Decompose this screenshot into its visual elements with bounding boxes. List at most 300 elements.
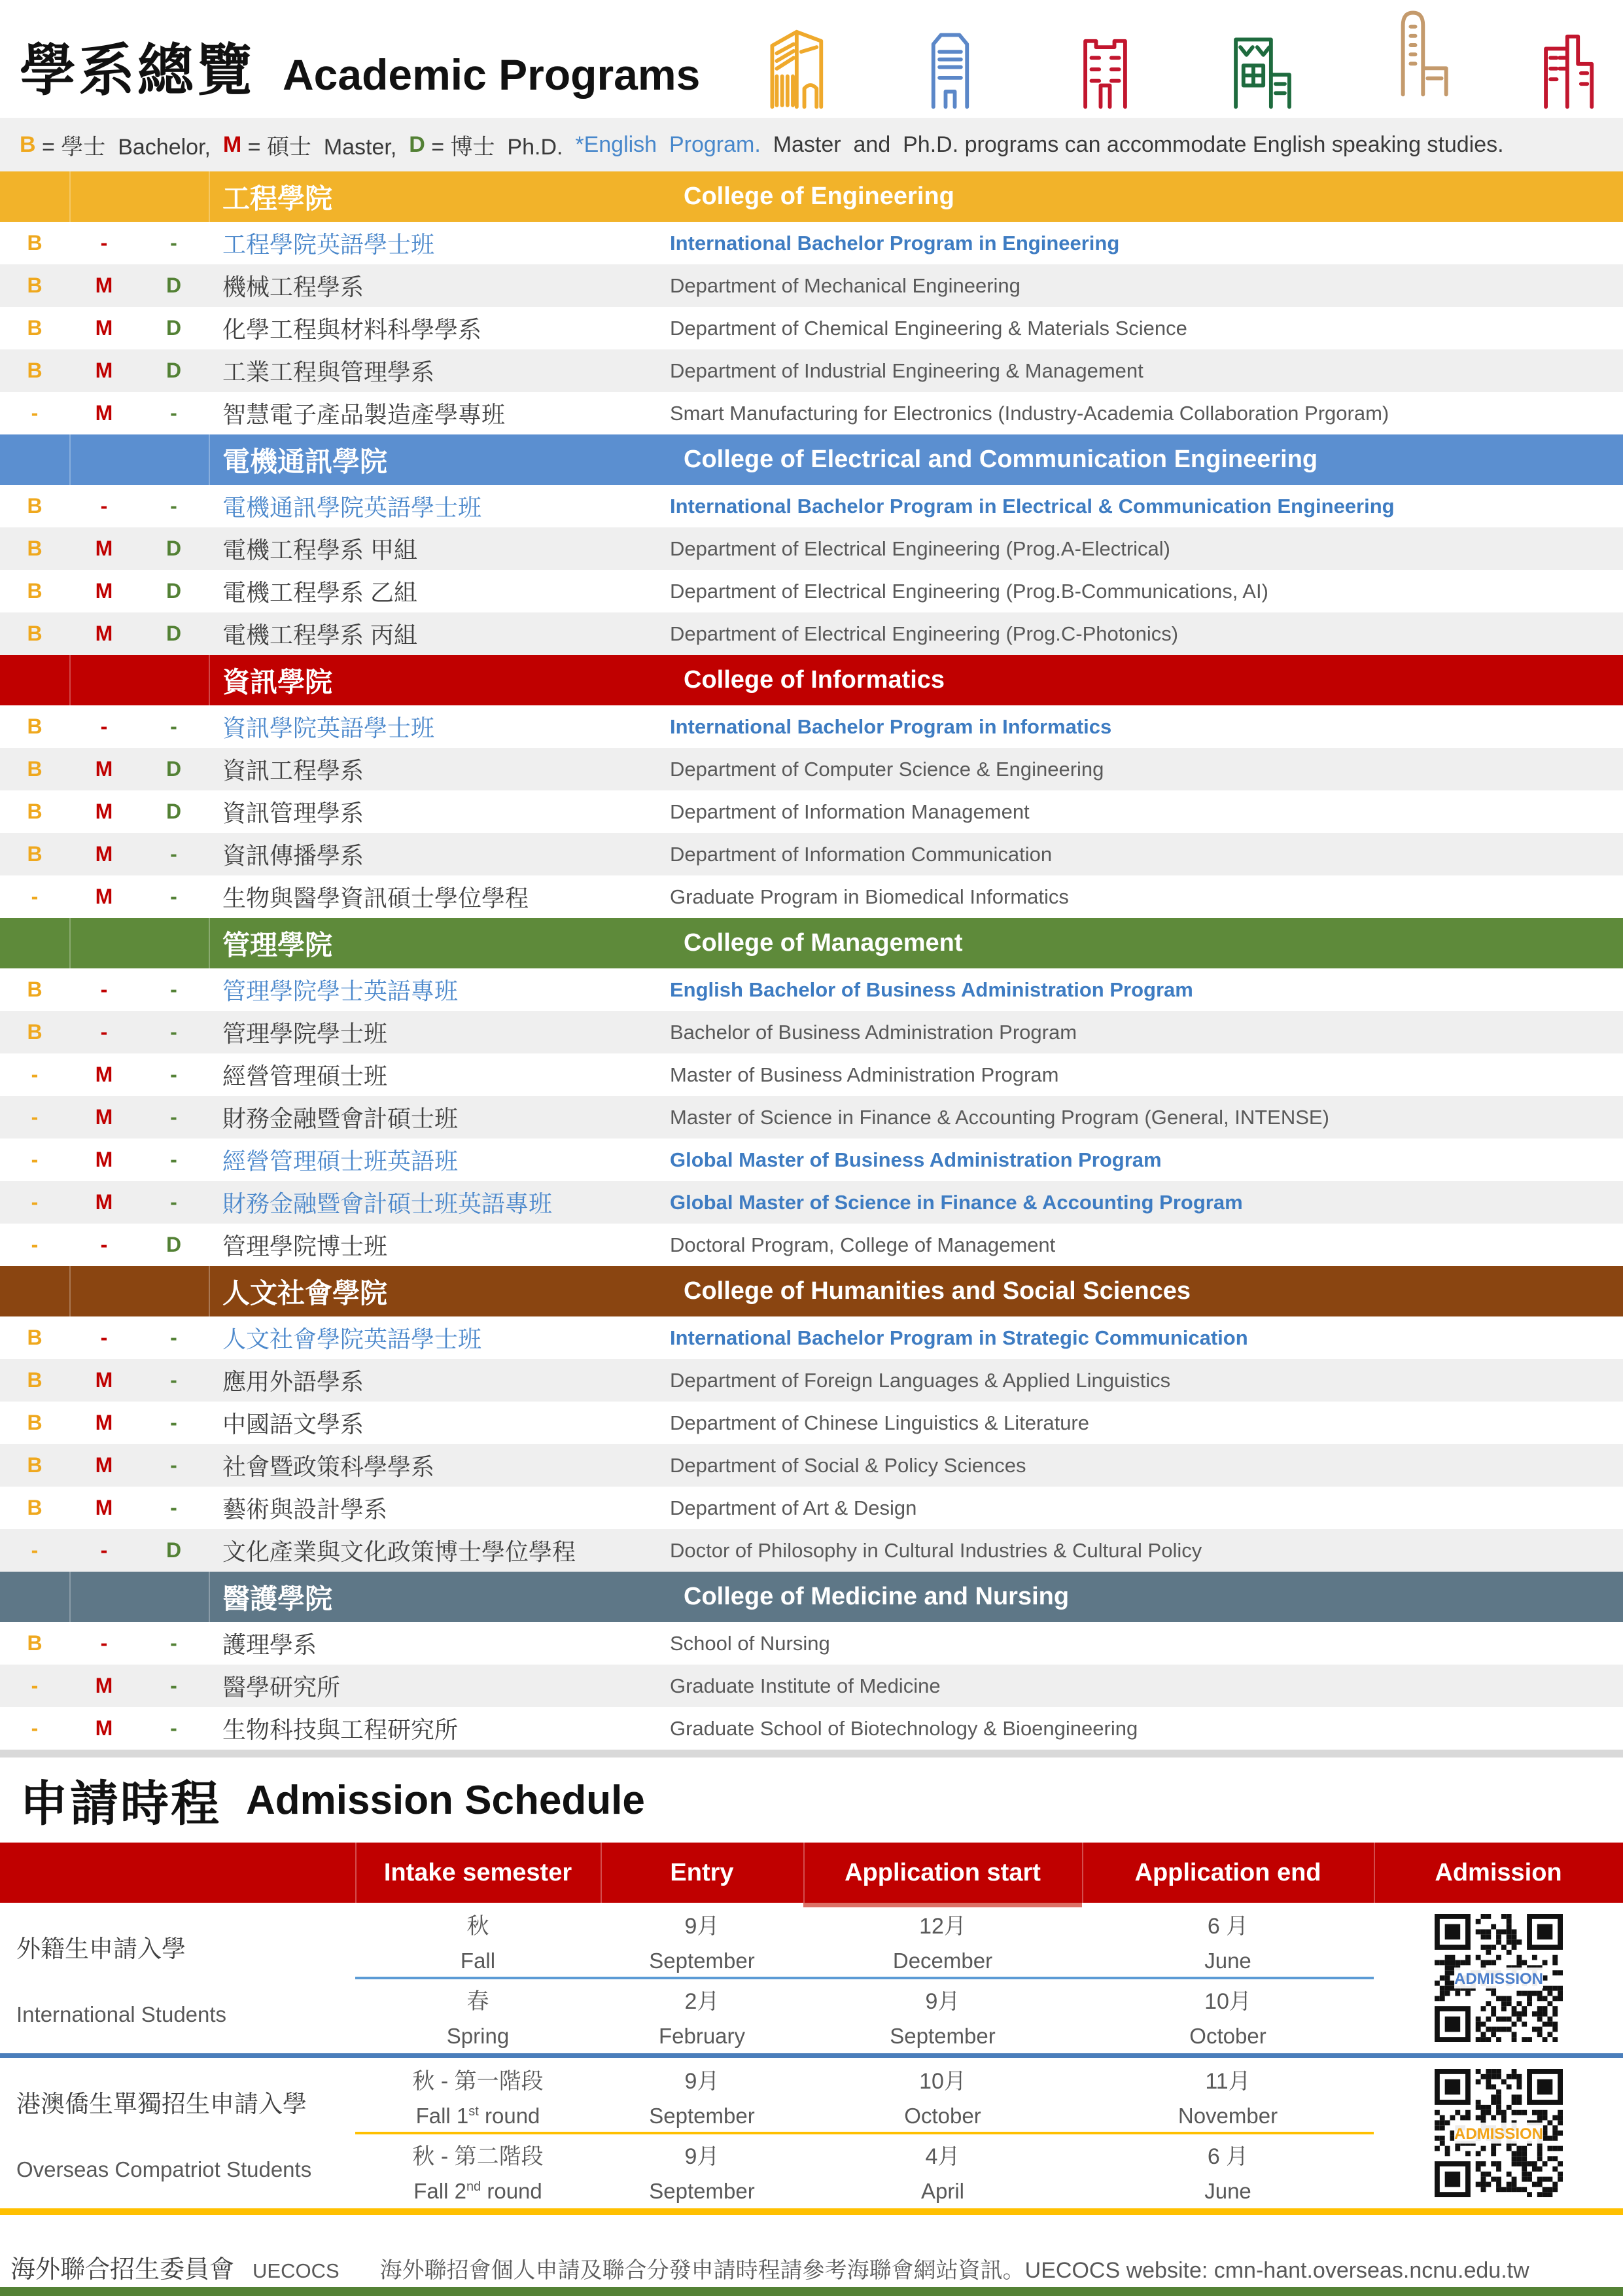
program-name-zh: 中國語文學系 [222,1411,364,1438]
program-name-en: English Bachelor of Business Administration Program [670,978,1193,1001]
row-divider-line [355,1977,1374,1979]
college-name-zh: 工程學院 [222,183,333,214]
program-row [0,1529,1623,1572]
cell-zh: 秋 - 第二階段 [412,2144,544,2169]
cell-zh: 11月 [1205,2068,1251,2094]
degree-bachelor: - [31,1233,39,1256]
legend-part: = 碩士 Master, [241,134,410,160]
college-name-zh: 管理學院 [222,929,333,961]
program-name-zh: 資訊管理學系 [222,800,364,826]
program-name-en: Master of Science in Finance & Accounting Program (General, INTENSE) [670,1105,1329,1129]
degree-phd: D [166,622,182,645]
cell-en: October [904,2103,981,2128]
program-row [0,748,1623,790]
degree-master: M [95,842,113,866]
college-name-zh: 人文社會學院 [222,1277,388,1309]
cell-zh: 秋 - 第一階段 [412,2068,544,2094]
program-name-en: Department of Mechanical Engineering [670,274,1021,297]
admission-group [0,1903,1623,2053]
program-row [0,1707,1623,1750]
cell-zh: 10月 [1204,1988,1251,2014]
degree-master: M [95,401,113,425]
degree-master: M [95,1716,113,1740]
program-row [0,705,1623,748]
application-end-cell [1082,2058,1374,2133]
legend-part: D [409,132,425,157]
degree-bachelor: B [27,1496,43,1519]
program-row [0,307,1623,349]
degree-bachelor: B [27,1368,43,1392]
program-row [0,1665,1623,1707]
program-name-zh: 管理學院博士班 [222,1233,388,1260]
header-column-separator [69,918,71,968]
footer-website-url[interactable]: UECOCS website: cmn-hant.overseas.ncnu.edu.tw [1024,2258,1529,2283]
header-column-separator [69,171,71,222]
degree-master: M [95,579,113,603]
cell-zh: 12月 [919,1913,966,1939]
header-column-separator [209,1266,210,1316]
program-name-zh: 藝術與設計學系 [222,1496,388,1523]
program-name-zh: 護理學系 [222,1631,317,1658]
program-row [0,349,1623,392]
program-row [0,222,1623,264]
footer-note: 海外聯招會個人申請及聯合分發申請時程請參考海聯會網站資訊。UECOCS website: cmn-hant.overseas.ncnu.edu.tw [379,2258,1529,2283]
college-name-en: College of Engineering [684,183,954,210]
degree-master: - [100,1326,108,1349]
admission-column-header: Entry [670,1858,734,1886]
degree-master: M [95,1496,113,1519]
degree-master: M [95,359,113,382]
cell-en: June [1204,1948,1251,1973]
cell-en: September [890,2023,996,2048]
admission-column-header: Application end [1134,1858,1321,1886]
intake-semester-cell [355,2058,601,2133]
college-name-zh: 資訊學院 [222,666,333,698]
degree-phd: - [170,978,177,1001]
degree-master: - [100,978,108,1001]
degree-bachelor: B [27,231,43,255]
degree-bachelor: - [31,1148,39,1171]
application-start-cell [803,2133,1082,2208]
program-name-zh: 電機工程學系 甲組 [222,537,418,563]
degree-bachelor: B [27,622,43,645]
page-title [20,25,700,106]
admission-title [0,1757,1623,1843]
program-name-zh: 財務金融暨會計碩士班英語專班 [222,1190,553,1217]
footer-org-zh: 海外聯合招生委員會 [10,2256,235,2284]
page-title-en: Academic Programs [283,50,701,99]
program-row [0,612,1623,655]
degree-bachelor: B [27,1453,43,1477]
footer-org-en: UECOCS [253,2259,340,2282]
admission-group-label [0,1903,355,2053]
degree-bachelor: - [31,1105,39,1129]
cell-zh: 6 月 [1207,2144,1249,2169]
program-row [0,1096,1623,1139]
degree-master: M [95,885,113,908]
cell-en: October [1189,2023,1266,2048]
entry-cell [601,2133,803,2208]
program-row [0,1224,1623,1266]
cell-en: Fall 1st round [415,2103,540,2128]
degree-bachelor: B [27,1631,43,1655]
degree-bachelor: B [27,1326,43,1349]
admission-group-label [0,2058,355,2208]
degree-master: - [100,1020,108,1044]
program-name-en: Department of Art & Design [670,1496,917,1519]
group-label-zh: 港澳僑生單獨招生申請入學 [16,2091,307,2117]
degree-phd: - [170,1496,177,1519]
program-name-en: Department of Computer Science & Engineering [670,757,1104,781]
degree-phd: - [170,494,177,518]
humanities-tower-icon [1374,2,1456,110]
admission-column-header: Application start [845,1858,1041,1886]
group-label-en: International Students [16,2002,227,2026]
group-separator-line [0,2053,1623,2058]
legend-part: *English Program. [575,132,761,157]
cell-zh: 9月 [684,1913,720,1939]
degree-phd: - [170,1411,177,1434]
entry-cell [601,2058,803,2133]
cell-en: June [1204,2178,1251,2203]
program-row [0,1053,1623,1096]
admission-column-header: Admission [1435,1858,1562,1886]
degree-master: M [95,1190,113,1214]
degree-legend [0,118,1623,171]
program-name-zh: 智慧電子產品製造產學專班 [222,401,506,428]
program-name-zh: 電機通訊學院英語學士班 [222,494,482,521]
college-name-en: College of Informatics [684,666,945,694]
cell-en: September [649,1948,755,1973]
degree-phd: - [170,1453,177,1477]
program-row [0,527,1623,570]
cell-zh: 6 月 [1207,1913,1249,1939]
page-title-zh: 學系總覽 [20,39,255,102]
header-column-separator [69,655,71,705]
cell-zh: 2月 [684,1988,720,2014]
program-name-en: International Bachelor Program in Engineering [670,231,1120,255]
degree-bachelor: B [27,800,43,823]
college-header [0,1266,1623,1316]
program-name-en: Bachelor of Business Administration Program [670,1020,1077,1044]
college-section [0,171,1623,434]
program-name-zh: 電機工程學系 乙組 [222,579,418,606]
degree-bachelor: B [27,274,43,297]
degree-bachelor: - [31,401,39,425]
degree-phd: - [170,842,177,866]
college-section [0,1572,1623,1750]
program-name-en: Department of Electrical Engineering (Prog.C-Photonics) [670,622,1179,645]
group-separator-line [0,2208,1623,2215]
legend-part: B [20,132,36,157]
program-name-en: Department of Foreign Languages & Applied Linguistics [670,1368,1171,1392]
program-name-zh: 生物與醫學資訊碩士學位學程 [222,885,529,911]
degree-phd: - [170,1020,177,1044]
program-name-zh: 管理學院學士班 [222,1020,388,1047]
degree-bachelor: - [31,1190,39,1214]
electrical-building-icon [909,15,991,110]
admission-table-header [0,1843,1623,1903]
degree-phd: - [170,401,177,425]
degree-phd: D [166,800,182,823]
program-name-zh: 機械工程學系 [222,274,364,300]
program-name-zh: 人文社會學院英語學士班 [222,1326,482,1352]
degree-bachelor: - [31,885,39,908]
degree-master: M [95,1105,113,1129]
program-name-en: Graduate Institute of Medicine [670,1674,941,1697]
degree-bachelor: B [27,1411,43,1434]
degree-master: - [100,494,108,518]
footer [0,2215,1623,2285]
program-name-en: Master of Business Administration Program [670,1063,1059,1086]
program-name-en: Global Master of Business Administration Program [670,1148,1162,1171]
degree-phd: - [170,1148,177,1171]
admission-title-en: Admission Schedule [246,1777,645,1823]
program-row [0,1359,1623,1402]
degree-master: M [95,1148,113,1171]
header-column-separator [209,655,210,705]
college-header [0,171,1623,222]
degree-master: M [95,1063,113,1086]
degree-phd: - [170,1063,177,1086]
program-name-zh: 工業工程與管理學系 [222,359,435,385]
degree-phd: - [170,1674,177,1697]
degree-master: M [95,316,113,340]
program-name-zh: 電機工程學系 丙組 [222,622,418,648]
cell-en: September [649,2178,755,2203]
program-row [0,1487,1623,1529]
degree-phd: - [170,715,177,738]
degree-phd: D [166,274,182,297]
program-name-zh: 醫學研究所 [222,1674,341,1701]
degree-master: M [95,1453,113,1477]
admission-qr-code[interactable] [1435,2069,1563,2197]
cell-en: September [649,2103,755,2128]
college-header [0,918,1623,968]
program-name-zh: 工程學院英語學士班 [222,231,435,258]
program-row [0,833,1623,875]
program-name-en: Global Master of Science in Finance & Accounting Program [670,1190,1243,1214]
entry-cell [601,1903,803,1978]
group-label-en: Overseas Compatriot Students [16,2157,312,2181]
application-start-cell [803,1903,1082,1978]
admission-group [0,2058,1623,2208]
college-header [0,1572,1623,1622]
program-row [0,1316,1623,1359]
group-label-zh: 外籍生申請入學 [16,1935,186,1962]
degree-master: M [95,1368,113,1392]
program-name-en: Graduate Program in Biomedical Informatics [670,885,1069,908]
degree-master: M [95,757,113,781]
intake-semester-cell [355,2133,601,2208]
program-name-zh: 文化產業與文化政策博士學位學程 [222,1538,576,1565]
program-name-en: Department of Chemical Engineering & Materials Science [670,316,1187,340]
legend-part: = 博士 Ph.D. [425,134,576,160]
entry-cell [601,1978,803,2053]
degree-master: - [100,1233,108,1256]
degree-bachelor: B [27,359,43,382]
program-name-en: Department of Chinese Linguistics & Literature [670,1411,1089,1434]
cell-en: December [892,1948,993,1973]
degree-bachelor: - [31,1716,39,1740]
program-row [0,1622,1623,1665]
degree-master: M [95,800,113,823]
program-name-zh: 管理學院學士英語專班 [222,978,459,1004]
degree-phd: D [166,537,182,560]
colleges-table [0,171,1623,1750]
college-section [0,655,1623,918]
college-name-en: College of Medicine and Nursing [684,1583,1070,1610]
cell-zh: 4月 [925,2144,960,2169]
college-building-icons [754,2,1611,110]
program-row [0,485,1623,527]
program-name-en: Department of Industrial Engineering & Management [670,359,1143,382]
college-section [0,918,1623,1266]
degree-phd: D [166,316,182,340]
degree-master: M [95,622,113,645]
college-header [0,434,1623,485]
application-end-cell [1082,2133,1374,2208]
program-name-en: Doctoral Program, College of Management [670,1233,1056,1256]
program-name-zh: 財務金融暨會計碩士班 [222,1105,459,1132]
program-name-en: Department of Information Communication [670,842,1053,866]
degree-master: M [95,537,113,560]
cell-zh: 9月 [684,2068,720,2094]
degree-bachelor: B [27,316,43,340]
application-end-cell [1082,1903,1374,1978]
program-name-zh: 資訊傳播學系 [222,842,364,869]
degree-bachelor: B [27,537,43,560]
header-column-separator [803,1843,805,1903]
legend-part: Master and Ph.D. programs can accommodate English speaking studies. [760,132,1504,157]
program-row [0,1139,1623,1181]
college-header [0,655,1623,705]
cell-en: Spring [446,2023,510,2048]
program-name-zh: 經營管理碩士班 [222,1063,388,1089]
degree-master: M [95,274,113,297]
row-divider-line [355,2132,1374,2134]
degree-phd: D [166,359,182,382]
college-name-en: College of Management [684,929,963,957]
intake-semester-cell [355,1903,601,1978]
program-name-en: International Bachelor Program in Informatics [670,715,1112,738]
cell-zh: 9月 [684,2144,720,2169]
program-row [0,392,1623,434]
admission-qr-code[interactable] [1435,1914,1563,2042]
degree-phd: - [170,1105,177,1129]
degree-phd: - [170,231,177,255]
degree-bachelor: B [27,494,43,518]
application-start-underline [803,1903,1082,1907]
header-column-separator [355,1843,357,1903]
program-name-zh: 化學工程與材料科學學系 [222,316,482,343]
cell-en: Fall [460,1948,496,1973]
admission-column-header: Intake semester [383,1858,572,1886]
header-column-separator [209,918,210,968]
program-name-en: Department of Electrical Engineering (Prog.B-Communications, AI) [670,579,1268,603]
legend-part: M [222,132,242,157]
svg-text:ADMISSION: ADMISSION [1454,1970,1543,1988]
program-row [0,1011,1623,1053]
degree-bachelor: B [27,978,43,1001]
program-name-zh: 資訊學院英語學士班 [222,715,435,741]
program-row [0,790,1623,833]
program-name-en: Doctor of Philosophy in Cultural Industries & Cultural Policy [670,1538,1202,1562]
program-name-zh: 應用外語學系 [222,1368,364,1395]
program-row [0,570,1623,612]
header-column-separator [209,171,210,222]
header-column-separator [69,434,71,485]
degree-bachelor: - [31,1538,39,1562]
application-start-cell [803,1978,1082,2053]
application-start-cell [803,2058,1082,2133]
table-end-rule [0,1750,1623,1757]
svg-text:ADMISSION: ADMISSION [1454,2125,1543,2143]
program-row [0,968,1623,1011]
application-end-cell [1082,1978,1374,2053]
degree-bachelor: B [27,842,43,866]
header-column-separator [69,1266,71,1316]
degree-master: M [95,1411,113,1434]
cell-en: February [658,2023,746,2048]
program-row [0,264,1623,307]
cell-en: April [920,2178,965,2203]
cell-en: Fall 2nd round [413,2178,542,2203]
header-column-separator [1374,1843,1375,1903]
degree-master: M [95,1674,113,1697]
program-name-en: Department of Information Management [670,800,1030,823]
degree-phd: - [170,885,177,908]
cell-zh: 10月 [919,2068,966,2094]
program-name-zh: 經營管理碩士班英語班 [222,1148,459,1174]
degree-phd: D [166,757,182,781]
college-name-en: College of Electrical and Communication Engineering [684,446,1318,473]
degree-phd: - [170,1368,177,1392]
degree-master: - [100,1631,108,1655]
college-section [0,434,1623,655]
degree-master: - [100,715,108,738]
header-column-separator [209,1572,210,1622]
program-name-zh: 生物科技與工程研究所 [222,1716,459,1743]
legend-part: = 學士 Bachelor, [35,134,223,160]
bottom-green-bar [0,2287,1623,2296]
admission-title-zh: 申請時程 [20,1776,221,1831]
college-name-zh: 電機通訊學院 [222,446,388,477]
degree-bachelor: B [27,757,43,781]
program-name-en: International Bachelor Program in Electrical & Communication Engineering [670,494,1395,518]
program-name-en: Graduate School of Biotechnology & Bioengineering [670,1716,1138,1740]
degree-bachelor: B [27,715,43,738]
cell-zh: 9月 [925,1988,960,2014]
degree-phd: - [170,1631,177,1655]
program-row [0,1444,1623,1487]
degree-bachelor: - [31,1674,39,1697]
cell-zh: 秋 [466,1913,489,1939]
cell-en: November [1178,2103,1278,2128]
degree-bachelor: - [31,1063,39,1086]
cell-zh: 春 [466,1988,489,2014]
page-header [0,0,1623,118]
degree-bachelor: B [27,579,43,603]
admission-schedule-table [0,1843,1623,2215]
college-name-zh: 醫護學院 [222,1583,333,1614]
header-column-separator [1082,1843,1083,1903]
informatics-building-icon [1064,15,1146,110]
program-name-zh: 資訊工程學系 [222,757,364,784]
medicine-building-icon [1529,15,1611,110]
program-row [0,875,1623,918]
qr-cell [1374,1903,1623,2053]
